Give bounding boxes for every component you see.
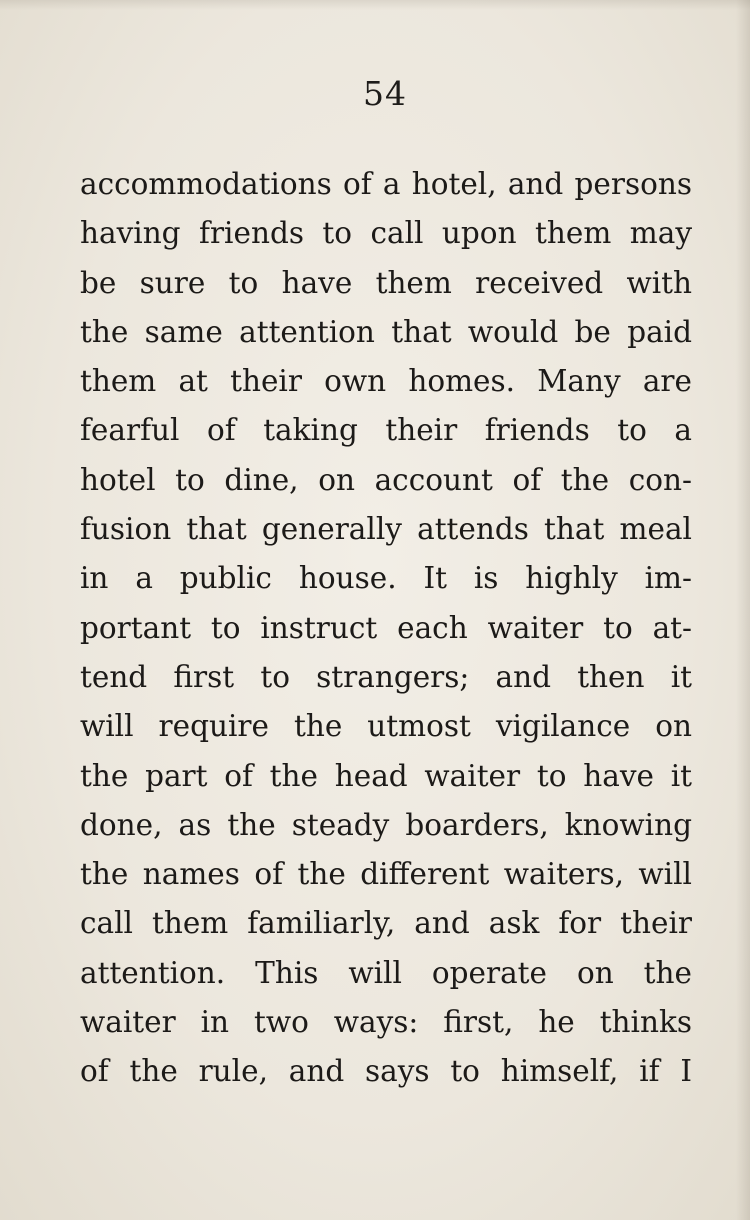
text-line: waiter in two ways: first, he thinks	[80, 1005, 692, 1040]
text-line: done, as the steady boarders, knowing	[80, 807, 692, 842]
text-line: having friends to call upon them may	[80, 216, 692, 251]
text-line: in a public house. It is highly im-	[80, 561, 692, 596]
text-line: fearful of taking their friends to a	[80, 413, 692, 448]
text-line: tend first to strangers; and then it	[80, 659, 692, 694]
page-top-shadow	[0, 0, 750, 10]
page-gutter-shadow	[736, 0, 750, 1220]
page-body-text	[80, 160, 692, 1097]
text-line: the same attention that would be paid	[80, 314, 692, 349]
text-line: attention. This will operate on the	[80, 955, 692, 990]
text-line: of the rule, and says to himself, if I	[80, 1054, 692, 1089]
text-line: accommodations of a hotel, and persons	[80, 167, 692, 201]
text-line: portant to instruct each waiter to at-	[80, 610, 692, 645]
text-line: be sure to have them received with	[80, 265, 692, 300]
text-line: will require the utmost vigilance on	[80, 709, 692, 744]
page-number: 54	[363, 74, 407, 113]
text-line: fusion that generally attends that meal	[80, 512, 692, 547]
text-line: the part of the head waiter to have it	[80, 758, 692, 793]
text-line: the names of the different waiters, will	[80, 857, 692, 892]
text-line: hotel to dine, on account of the con-	[80, 462, 692, 497]
text-line: them at their own homes. Many are	[80, 364, 692, 399]
text-line: call them familiarly, and ask for their	[80, 906, 692, 941]
